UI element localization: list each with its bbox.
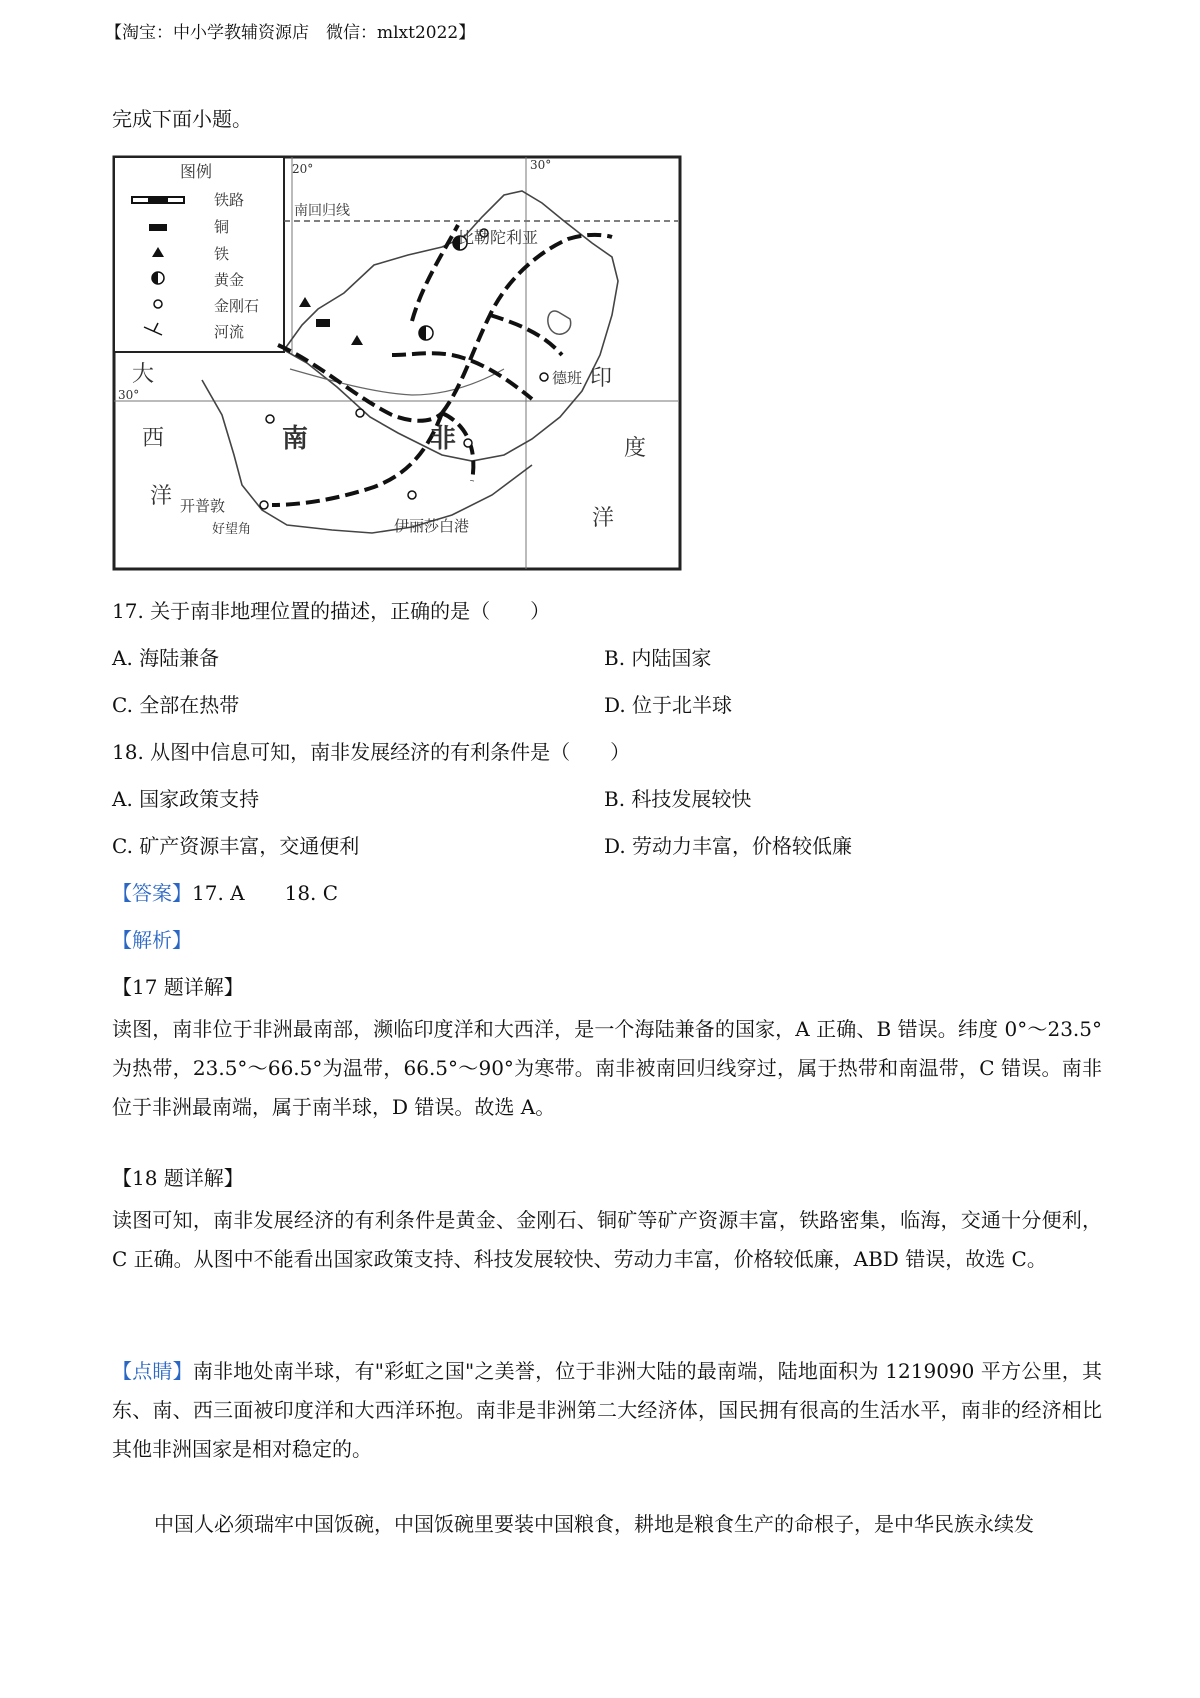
- d18-title: 【18 题详解】: [112, 1166, 244, 1190]
- q18-option-c: C. 矿产资源丰富，交通便利: [112, 834, 360, 858]
- legend-copper: 铜: [214, 218, 230, 236]
- lon-20-label: 20°: [292, 162, 314, 176]
- legend-river: 河流: [214, 323, 245, 341]
- q17-option-d: D. 位于北半球: [604, 693, 733, 717]
- city-port-elizabeth: 伊丽莎白港: [394, 517, 470, 535]
- note-paragraph: [112, 1352, 1102, 1469]
- legend-railway: 铁路: [214, 191, 245, 209]
- d18-text: 读图可知，南非发展经济的有利条件是黄金、金刚石、铜矿等矿产资源丰富，铁路密集，临海，交通十分便利，C 正确。从图中不能看出国家政策支持、科技发展较快、劳动力丰富，价格较低廉，ABD 错误，故选 C。: [112, 1208, 1102, 1271]
- south-africa-map: [112, 155, 682, 571]
- d17-title: 【17 题详解】: [112, 975, 244, 999]
- analysis-tag: 【解析】: [112, 928, 192, 952]
- note-tag: 【点睛】: [112, 1359, 193, 1383]
- q17-option-b: B. 内陆国家: [604, 646, 712, 670]
- diamond-icon: [356, 409, 364, 417]
- country-label-1: 南: [282, 424, 309, 454]
- gold-icon: [419, 326, 433, 340]
- answer-tag: 【答案】: [112, 881, 192, 905]
- legend-diamond: 金刚石: [214, 297, 260, 315]
- q18-option-a: A. 国家政策支持: [112, 787, 260, 811]
- intro-text: 完成下面小题。: [112, 107, 252, 131]
- legend-railway-icon: [132, 197, 184, 203]
- lat-30-label: 30°: [118, 388, 140, 402]
- q18-option-d: D. 劳动力丰富，价格较低廉: [604, 834, 853, 858]
- atlantic-2: 西: [142, 426, 165, 451]
- next-section-text: 中国人必须瑞牢中国饭碗，中国饭碗里要装中国粮食，耕地是粮食生产的命根子，是中华民族永续发: [154, 1512, 1034, 1536]
- q17-stem: 17. 关于南非地理位置的描述，正确的是（ ）: [112, 599, 551, 623]
- diamond-icon: [464, 439, 472, 447]
- legend-gold-icon: [152, 272, 164, 284]
- q18-stem: 18. 从图中信息可知，南非发展经济的有利条件是（ ）: [112, 740, 631, 764]
- city-pretoria: 比勒陀利亚: [458, 228, 539, 247]
- legend-diamond-icon: [154, 300, 162, 308]
- d17-text: 读图，南非位于非洲最南部，濒临印度洋和大西洋，是一个海陆兼备的国家，A 正确、B 错误。纬度 0°～23.5°为热带，23.5°～66.5°为温带，66.5°～90°为寒带。南非被南回归线穿过，属于热带和南温带，C 错误。南非位于非洲最南端，属于南半球，D 错误。故选 A。: [112, 1017, 1102, 1119]
- indian-3: 洋: [592, 506, 615, 531]
- answer-text: 17. A 18. C: [192, 881, 339, 905]
- cape-of-good-hope: 好望角: [212, 522, 252, 537]
- city-durban: 德班: [552, 369, 583, 387]
- atlantic-3: 洋: [150, 484, 173, 509]
- legend-iron: 铁: [214, 245, 230, 263]
- copper-icon: [316, 319, 330, 327]
- q17-option-a: A. 海陆兼备: [112, 646, 220, 670]
- tropic-label: 南回归线: [294, 203, 350, 219]
- q18-option-b: B. 科技发展较快: [604, 787, 752, 811]
- country-label-2: 非: [430, 424, 457, 454]
- atlantic-1: 大: [132, 362, 155, 387]
- legend-gold: 黄金: [214, 271, 245, 289]
- q17-option-c: C. 全部在热带: [112, 693, 240, 717]
- city-cape-town: 开普敦: [180, 497, 226, 515]
- indian-2: 度: [624, 436, 647, 461]
- legend-copper-icon: [149, 224, 167, 231]
- indian-1: 印: [590, 366, 613, 391]
- lon-30-label: 30°: [530, 158, 552, 172]
- legend-title: 图例: [180, 162, 213, 181]
- note-text: 南非地处南半球，有"彩虹之国"之美誉，位于非洲大陆的最南端，陆地面积为 1219090 平方公里，其东、南、西三面被印度洋和大西洋环抱。南非是非洲第二大经济体，国民拥有很高的生活水平，南非的经济相比其他非洲国家是相对稳定的。: [112, 1359, 1103, 1461]
- answer-line: [112, 877, 338, 906]
- watermark-header: 【淘宝：中小学教辅资源店 微信：mlxt2022】: [105, 23, 476, 43]
- diamond-icon: [266, 415, 274, 423]
